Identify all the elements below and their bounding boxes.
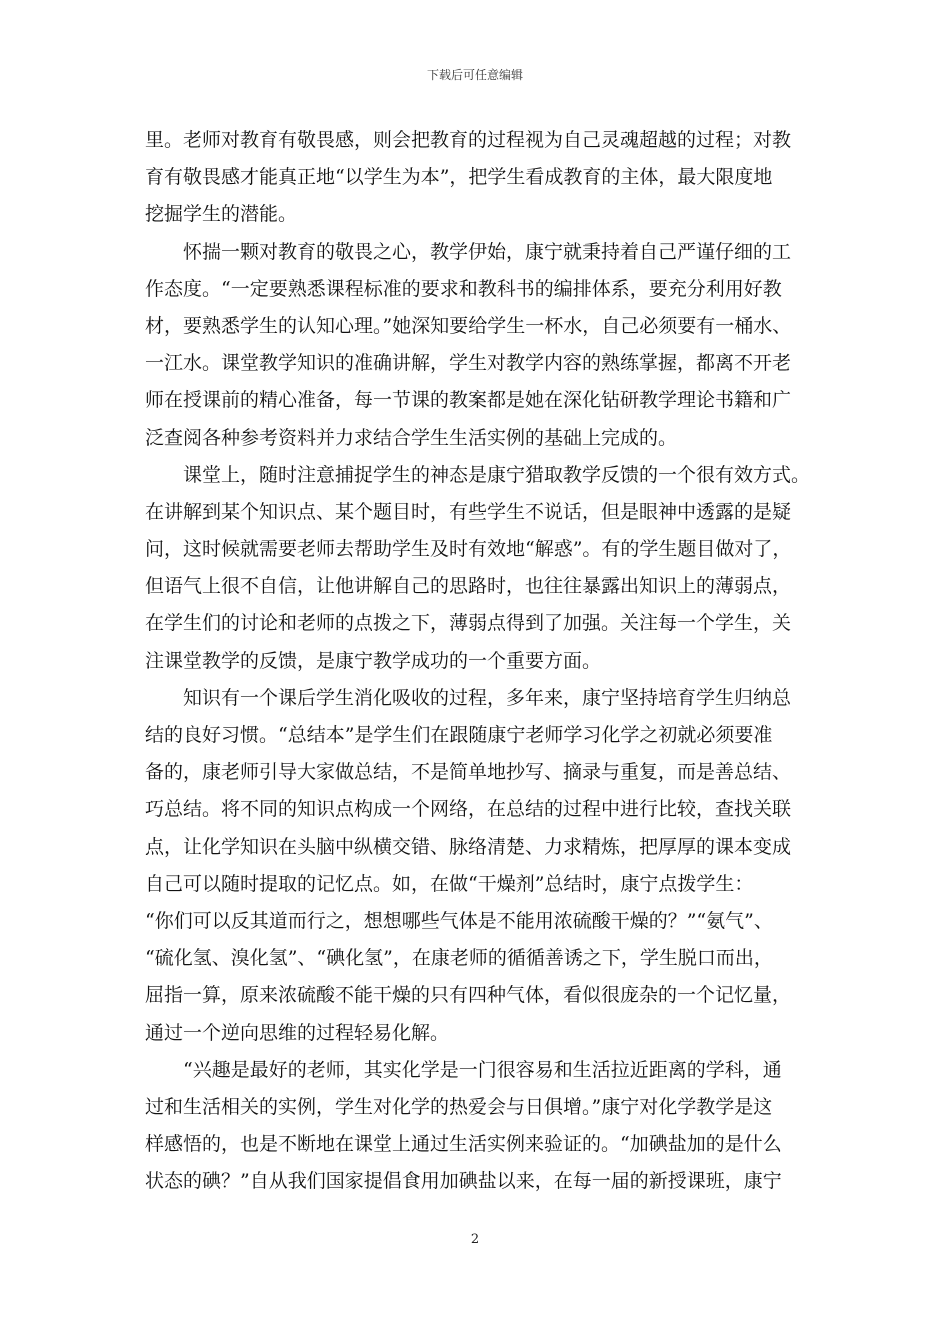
- text-line: “硫化氢、溴化氢”、“碘化氢”，在康老师的循循善诱之下，学生脱口而出，: [145, 947, 773, 970]
- text-line: 里。老师对教育有敬畏感，则会把教育的过程视为自己灵魂超越的过程；对教: [145, 129, 792, 151]
- text-line: 点，让化学知识在头脑中纵横交错、脉络清楚、力求精炼，把厚厚的课本变成: [145, 835, 792, 858]
- text-line: 但语气上很不自信，让他讲解自己的思路时，也往往暴露出知识上的薄弱点，: [145, 575, 792, 598]
- text-line: 注课堂教学的反馈，是康宁教学成功的一个重要方面。: [145, 649, 602, 672]
- text-line: 在学生们的讨论和老师的点拨之下，薄弱点得到了加强。关注每一个学生，关: [145, 612, 792, 635]
- text-line: 备的，康老师引导大家做总结，不是简单地抄写、摘录与重复，而是善总结、: [145, 761, 792, 784]
- text-line: 问，这时候就需要老师去帮助学生及时有效地“解惑”。有的学生题目做对了，: [145, 538, 792, 561]
- text-line: 泛查阅各种参考资料并力求结合学生生活实例的基础上完成的。: [145, 426, 678, 449]
- text-line: 课堂上，随时注意捕捉学生的神态是康宁猎取教学反馈的一个很有效方式。: [183, 463, 811, 486]
- text-line: 样感悟的，也是不断地在课堂上通过生活实例来验证的。“加碘盐加的是什么: [145, 1133, 782, 1156]
- text-line: 知识有一个课后学生消化吸收的过程，多年来，康宁坚持培育学生归纳总: [183, 686, 792, 709]
- page-header: 下载后可任意编辑: [426, 68, 523, 82]
- text-line: 师在授课前的精心准备，每一节课的教案都是她在深化钻研教学理论书籍和广: [145, 389, 792, 412]
- text-line: 在讲解到某个知识点、某个题目时，有些学生不说话，但是眼神中透露的是疑: [145, 500, 792, 523]
- text-line: 育有敬畏感才能真正地“以学生为本”，把学生看成教育的主体，最大限度地: [145, 166, 773, 189]
- text-line: 怀揣一颗对教育的敬畏之心，教学伊始，康宁就秉持着自己严谨仔细的工: [183, 240, 792, 263]
- text-line: 一江水。课堂教学知识的准确讲解，学生对教学内容的熟练掌握，都离不开老: [145, 352, 792, 375]
- page-number: 2: [470, 1232, 480, 1247]
- document-body: [145, 122, 811, 1200]
- text-line: 作态度。“一定要熟悉课程标准的要求和教科书的编排体系，要充分利用好教: [145, 277, 782, 300]
- text-line: “你们可以反其道而行之，想想哪些气体是不能用浓硫酸干燥的？”“氨气”、: [145, 909, 773, 932]
- text-line: 过和生活相关的实例，学生对化学的热爱会与日俱增。”康宁对化学教学是这: [145, 1095, 773, 1118]
- text-line: 挖掘学生的潜能。: [145, 203, 298, 226]
- text-line: 通过一个逆向思维的过程轻易化解。: [145, 1021, 450, 1044]
- text-line: 自己可以随时提取的记忆点。如，在做“干燥剂”总结时，康宁点拨学生：: [145, 872, 754, 895]
- text-line: 屈指一算，原来浓硫酸不能干燥的只有四种气体，看似很庞杂的一个记忆量，: [145, 984, 792, 1007]
- text-line: “兴趣是最好的老师，其实化学是一门很容易和生活拉近距离的学科，通: [183, 1058, 782, 1081]
- text-line: 巧总结。将不同的知识点构成一个网络，在总结的过程中进行比较，查找关联: [145, 798, 792, 821]
- text-line: 材，要熟悉学生的认知心理。”她深知要给学生一杯水，自己必须要有一桶水、: [145, 314, 792, 337]
- text-line: 状态的碘？”自从我们国家提倡食用加碘盐以来，在每一届的新授课班，康宁: [145, 1170, 782, 1193]
- text-line: 结的良好习惯。“总结本”是学生们在跟随康宁老师学习化学之初就必须要准: [145, 724, 773, 746]
